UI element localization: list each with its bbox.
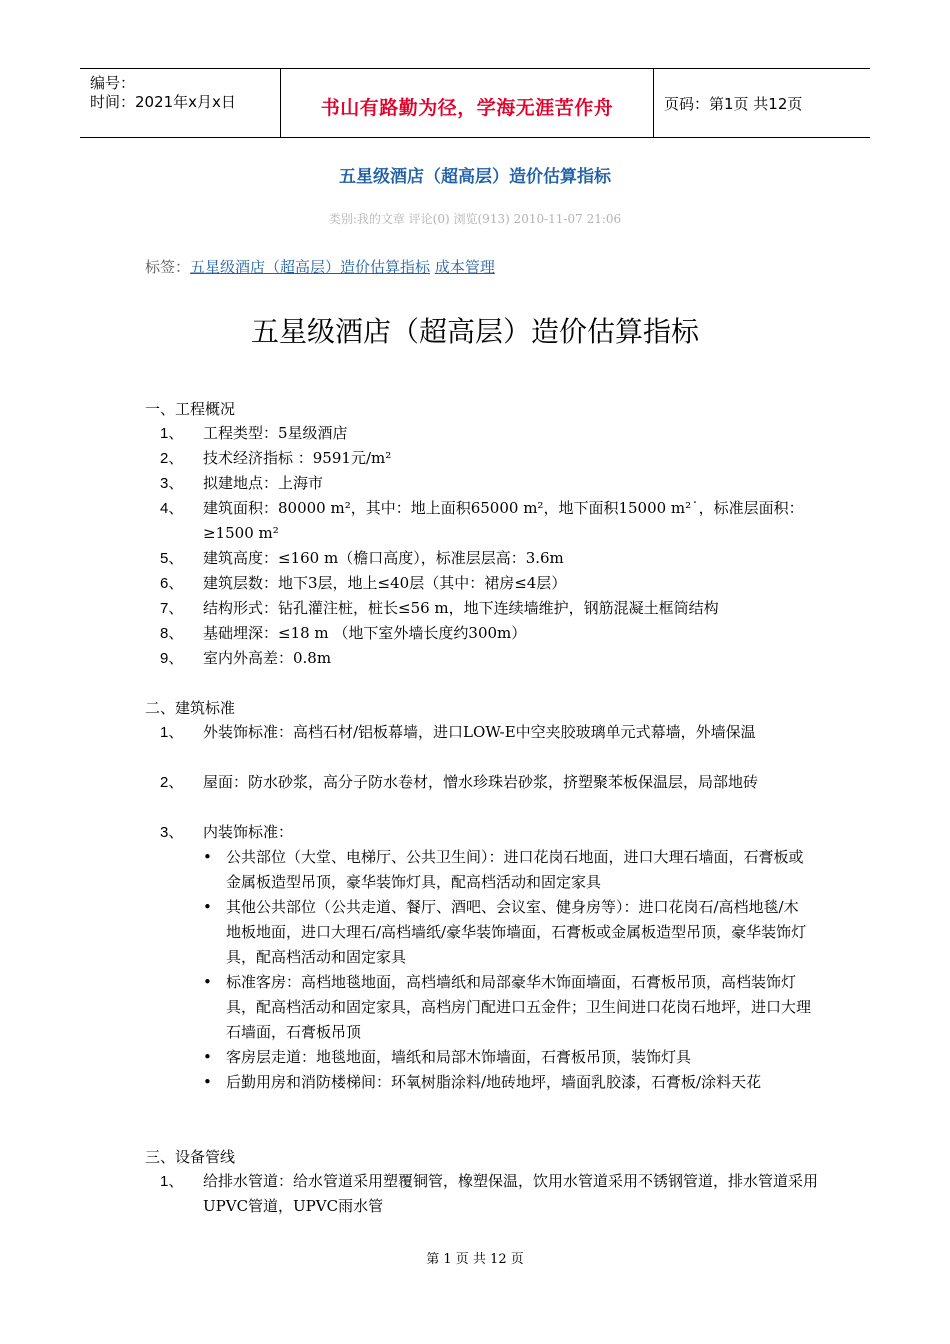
- list-number: 4、: [160, 500, 184, 517]
- bullet-text: 公共部位（大堂、电梯厅、公共卫生间）：进口花岗石地面，进口大理石墙面，石膏板或金属板造型吊顶，豪华装饰灯具，配高档活动和固定家具: [226, 848, 804, 891]
- list-number: 8、: [160, 625, 184, 642]
- list-number: 1、: [160, 724, 184, 741]
- tag-link-cost-management[interactable]: 成本管理: [434, 258, 495, 276]
- list-text: 建筑层数：地下3层，地上≤40层（其中：裙房≤4层）: [203, 574, 567, 592]
- article-heading: 五星级酒店（超高层）造价估算指标: [250, 315, 699, 348]
- tags-label: 标签：: [145, 258, 191, 276]
- list-number: 6、: [160, 575, 184, 592]
- tag-link-hotel-estimate[interactable]: 五星级酒店（超高层）造价估算指标: [190, 258, 431, 276]
- list-text: 基础埋深：≤18 m （地下室外墙长度约300m）: [203, 624, 527, 642]
- page-footer: 第 1 页 共 12 页: [426, 1252, 524, 1267]
- header-motto: 书山有路勤为径，学海无涯苦作舟: [320, 97, 614, 119]
- article-tags: [145, 256, 495, 277]
- header-page-cell: [654, 69, 870, 137]
- bullet-text: 后勤用房和消防楼梯间：环氧树脂涂料/地砖地坪，墙面乳胶漆，石膏板/涂料天花: [226, 1073, 762, 1091]
- list-number: 1、: [160, 1173, 184, 1190]
- list-number: 9、: [160, 650, 184, 667]
- list-number: 5、: [160, 550, 184, 567]
- document-number-label: 编号：: [90, 74, 136, 92]
- bullet-icon: •: [203, 1048, 212, 1066]
- list-text: 建筑高度：≤160 m（檐口高度），标准层层高：3.6m: [203, 549, 564, 567]
- list-number: 3、: [160, 824, 184, 841]
- page-header: [80, 68, 870, 138]
- bullet-icon: •: [203, 973, 212, 991]
- article-title[interactable]: 五星级酒店（超高层）造价估算指标: [339, 167, 611, 187]
- header-info-cell: [80, 69, 281, 137]
- bullet-text: 其他公共部位（公共走道、餐厅、酒吧、会议室、健身房等）：进口花岗石/高档地毯/木地板地面，进口大理石/高档墙纸/豪华装饰墙面，石膏板或金属板造型吊顶，豪华装饰灯具，配高档活动和固定家具: [226, 898, 807, 966]
- list-number: 1、: [160, 425, 184, 442]
- list-text: 屋面：防水砂浆，高分子防水卷材，憎水珍珠岩砂浆，挤塑聚苯板保温层，局部地砖: [203, 773, 759, 791]
- section-title-equipment-pipelines: 三、设备管线: [145, 1148, 236, 1166]
- section-title-building-standard: 二、建筑标准: [145, 699, 236, 717]
- bullet-icon: •: [203, 1073, 212, 1091]
- article-meta: 类别:我的文章 评论(0) 浏览(913) 2010-11-07 21:06: [328, 212, 622, 226]
- bullet-icon: •: [203, 848, 212, 866]
- list-number: 3、: [160, 475, 184, 492]
- list-text: 拟建地点：上海市: [203, 474, 324, 492]
- list-number: 7、: [160, 600, 184, 617]
- bullet-icon: •: [203, 898, 212, 916]
- list-number: 2、: [160, 774, 184, 791]
- list-number: 2、: [160, 450, 184, 467]
- list-text: 结构形式：钻孔灌注桩，桩长≤56 m，地下连续墙维护，钢筋混凝土框筒结构: [203, 599, 719, 617]
- list-text: 外装饰标准：高档石材/铝板幕墙，进口LOW-E中空夹胶玻璃单元式幕墙，外墙保温: [203, 723, 756, 741]
- bullet-text: 客房层走道：地毯地面，墙纸和局部木饰墙面，石膏板吊顶，装饰灯具: [226, 1048, 692, 1066]
- bullet-text: 标准客房：高档地毯地面，高档墙纸和局部豪华木饰面墙面，石膏板吊顶，高档装饰灯具，配高档活动和固定家具，高档房门配进口五金件；卫生间进口花岗石地坪，进口大理石墙面，石膏板吊顶: [226, 973, 812, 1041]
- section-title-overview: 一、工程概况: [145, 400, 236, 418]
- list-text: 给排水管道：给水管道采用塑覆铜管，橡塑保温，饮用水管道采用不锈钢管道，排水管道采用UPVC管道，UPVC雨水管: [203, 1172, 819, 1215]
- list-text: 室内外高差：0.8m: [203, 649, 332, 667]
- list-text: 建筑面积：80000 m²，其中：地上面积65000 m²，地下面积15000 m²˙，标准层面积：≥1500 m²: [203, 499, 804, 542]
- list-text: 技术经济指标 ：9591元/m²: [203, 449, 392, 467]
- document-time-label: 时间：2021年x月x日: [90, 93, 236, 111]
- header-page-info: 页码：第1页 共12页: [664, 95, 803, 113]
- header-motto-cell: [281, 69, 654, 137]
- list-text: 内装饰标准：: [203, 823, 294, 841]
- list-text: 工程类型：5星级酒店: [203, 424, 348, 442]
